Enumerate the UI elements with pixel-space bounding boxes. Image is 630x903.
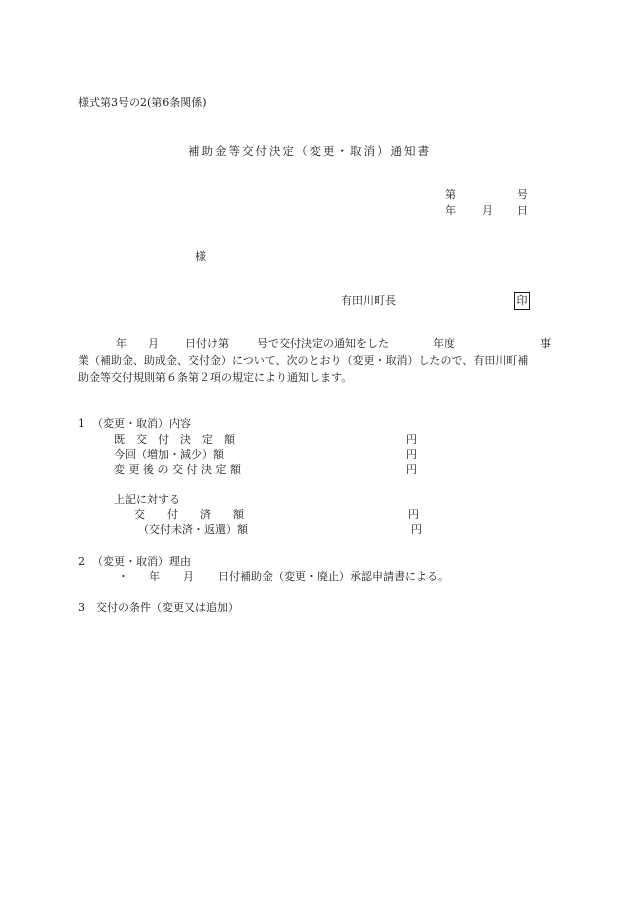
- body-rest: 号で交付決定の通知をした: [257, 337, 389, 350]
- section1-row-unit: 円: [406, 448, 417, 461]
- body-fiscal-year: 年度: [433, 337, 455, 350]
- ref-number-prefix: 第: [445, 188, 456, 201]
- body-year: 年: [116, 337, 127, 350]
- document-title: 補助金等交付決定（変更・取消）通知書: [188, 144, 431, 158]
- date-year: 年: [445, 204, 456, 217]
- section1-row-label: 変 更 後 の 交 付 決 定 額: [114, 463, 241, 476]
- section1-number: 1: [78, 417, 85, 430]
- body-line-3: 助金等交付規則第６条第２項の規定により通知します。: [78, 371, 353, 384]
- body-ji: 事: [540, 337, 551, 350]
- body-month: 月: [148, 337, 159, 350]
- section1-sub-row-unit: 円: [408, 508, 419, 521]
- section1-row-unit: 円: [406, 463, 417, 476]
- body-line-2: 業（補助金、助成金、交付金）について、次のとおり（変更・取消）したので、有田川町補: [78, 354, 529, 367]
- section1-heading: （変更・取消）内容: [92, 417, 191, 430]
- section1-sub-row-label: 交 付 済 額: [134, 508, 244, 521]
- section1-row-unit: 円: [406, 433, 417, 446]
- ref-number-suffix: 号: [517, 188, 528, 201]
- section1-row-label: 既 交 付 決 定 額: [114, 433, 235, 446]
- form-label: 様式第3号の2(第6条関係): [78, 96, 207, 109]
- issuer-name: 有田川町長: [341, 294, 396, 307]
- section2-number: 2: [78, 555, 85, 568]
- section1-row-label: 今回（増加・減少）額: [114, 448, 224, 461]
- section3-number: 3: [78, 601, 85, 614]
- section2-month: 月: [183, 570, 194, 583]
- section2-heading: （変更・取消）理由: [92, 555, 191, 568]
- section3-heading: 交付の条件（変更又は追加）: [96, 601, 239, 614]
- section1-sub-heading: 上記に対する: [114, 493, 180, 506]
- section2-reason-text: 日付補助金（変更・廃止）承認申請書による。: [218, 570, 449, 583]
- date-month: 月: [482, 204, 493, 217]
- section1-sub-row-unit: 円: [411, 523, 422, 536]
- body-dated: 日付け第: [185, 337, 229, 350]
- seal-mark: 印: [514, 292, 530, 310]
- section2-year: 年: [149, 570, 160, 583]
- date-day: 日: [517, 204, 528, 217]
- section2-dot: ・: [118, 570, 129, 583]
- section1-sub-row-label: （交付未済・返還）額: [138, 523, 248, 536]
- addressee-honorific: 様: [195, 250, 206, 263]
